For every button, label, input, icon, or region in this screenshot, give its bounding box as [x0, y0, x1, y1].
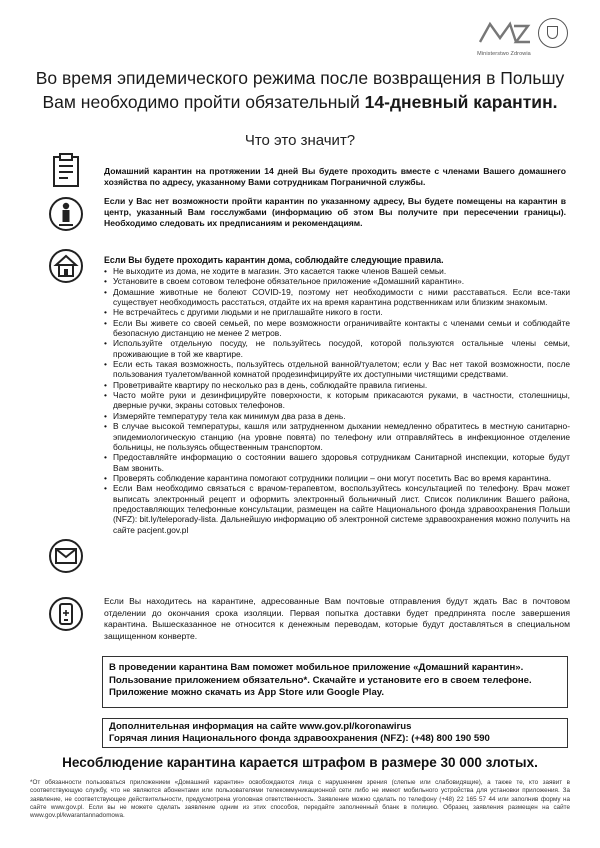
- app-info-box: В проведении карантина Вам поможет мобильное приложение «Домашний карантин». Пользование приложением обязательно*. Скачайте и установите его в своем телефоне. Приложение можно скачать из App Store или Google Play.: [102, 656, 568, 708]
- page-title: [30, 66, 570, 114]
- person-arrow-icon: [48, 196, 84, 232]
- title-line-2-bold: 14-дневный карантин.: [364, 92, 558, 112]
- list-item: • Если Вам необходимо связаться с врачом-терапевтом, воспользуйтесь консультацией по телефону. Врач может выписать электронный рецепт и оформить электронный больничный лист. Список поликлиник Вашего района, предоставляющих телефонные консультации, размещен на сайте Национального фонда здравоохранения Польши (NFZ): bit.ly/teleporady-lista. Дальнейшую информацию об электронной системе здравоохранения можно получить на сайте pacjent.gov.pl: [104, 483, 570, 535]
- list-item: • Не выходите из дома, не ходите в магазин. Это касается также членов Вашей семьи.: [104, 266, 570, 276]
- contact-info-box: [102, 718, 568, 748]
- clipboard-icon: [48, 152, 84, 188]
- page-subtitle: Что это значит?: [244, 132, 356, 149]
- mz-logo-icon: [476, 18, 532, 46]
- state-seal-icon: [538, 18, 568, 48]
- title-line-2-normal: Вам необходимо пройти обязательный: [42, 92, 365, 112]
- envelope-icon: [48, 538, 84, 574]
- logo-subtitle: Ministerstwo Zdrowia: [477, 51, 531, 57]
- ministry-logo: [476, 18, 532, 62]
- home-quarantine-paragraph: Домашний карантин на протяжении 14 дней Вы будете проходить вместе с членами Вашего домашнего хозяйства по адресу, указанному Вами сотрудникам Пограничной службы.: [104, 166, 566, 188]
- info-website-line: Дополнительная информация на сайте www.gov.pl/koronawirus: [109, 721, 412, 732]
- house-icon: [48, 248, 84, 284]
- list-item: • Если есть такая возможность, пользуйтесь отдельной ванной/туалетом; если у Вас нет такой возможности, после пользования туалетом/ванной комнатой продезинфицируйте их доступными чистящими средствами.: [104, 359, 570, 380]
- info-hotline-line: Горячая линия Национального фонда здравоохранения (NFZ): (+48) 800 190 590: [109, 733, 490, 745]
- phone-icon: [48, 596, 84, 632]
- list-item: • Установите в своем сотовом телефоне обязательное приложение «Домашний карантин».: [104, 276, 570, 286]
- list-item: • Предоставляйте информацию о состоянии вашего здоровья сотрудникам Санитарной инспекции, которые будут Вам звонить.: [104, 452, 570, 473]
- list-item: • Не встречайтесь с другими людьми и не приглашайте никого в гости.: [104, 307, 570, 317]
- rules-title: Если Вы будете проходить карантин дома, соблюдайте следующие правила.: [104, 255, 444, 265]
- list-item: • Часто мойте руки и дезинфицируйте поверхности, к которым прикасаются руками, в частности, столешницы, дверные ручки, экраны сотовых телефонов.: [104, 390, 570, 411]
- list-item: • Проветривайте квартиру по несколько раз в день, соблюдайте правила гигиены.: [104, 380, 570, 390]
- fine-notice: Несоблюдение карантина карается штрафом в размере 30 000 злотых.: [62, 755, 538, 770]
- list-item: • Домашние животные не болеют COVID-19, поэтому нет необходимости с ними расставаться. Если все-таки существует необходимость расстаться, отдайте их на время карантина родственникам или близким знакомым.: [104, 287, 570, 308]
- quarantine-center-paragraph: Если у Вас нет возможности пройти карантин по указанному адресу, Вы будете помещены на карантин в центр, указанный Вам госслужбами (информацию об этом Вы получите при пересечении границы). Необходимо следовать их предписаниям и рекомендациям.: [104, 196, 566, 229]
- list-item: • Проверять соблюдение карантина помогают сотрудники полиции – они могут посетить Вас во время карантина.: [104, 473, 570, 483]
- footnote: *От обязанности пользоваться приложением «Домашний карантин» освобождаются лица с нарушением зрения (слепые или слабовидящие), а также те, кто заявит в соответствующую службу, что не являются абонентами или пользователями телекоммуникационной сети либо не имеют мобильного устройства для установки приложения. За заявление, не соответствующее действительности, предусмотрена уголовная ответственность. Заявление можно сделать по телефону (+48) 22 165 57 44 или заполнив форму на сайте www.gov.pl. Если вы не можете сделать заявление одним из этих способов, передайте заполненный бланк в полицию. Образец заявления размещен на сайте www.gov.pl/kwarantannadomowa.: [30, 779, 570, 820]
- list-item: • Измеряйте температуру тела как минимум два раза в день.: [104, 411, 570, 421]
- mail-delivery-paragraph: Если Вы находитесь на карантине, адресованные Вам почтовые отправления будут ждать Вас в почтовом отделении до окончания срока изоляции. Первая попытка доставки будет предпринята после завершения карантина. Вышесказанное не относится к денежным переводам, которые будут доставляться в специальном защищенном конверте.: [104, 596, 570, 641]
- list-item: • Если Вы живете со своей семьей, по мере возможности ограничивайте контакты с членами семьи и соблюдайте безопасную дистанцию не менее 2 метров.: [104, 318, 570, 339]
- title-line-1: Во время эпидемического режима после возвращения в Польшу: [35, 68, 565, 88]
- list-item: • Используйте отдельную посуду, не пользуйтесь посудой, которой пользуются остальные члены семьи, проживающие в той же квартире.: [104, 338, 570, 359]
- title-line-2: [30, 90, 570, 114]
- list-item: • В случае высокой температуры, кашля или затрудненном дыхании немедленно обратитесь в местную санитарно-эпидемиологическую станцию (на уровне повята) по телефону или отправляйтесь в инфекционное отделение больницы, не пользуясь общественным транспортом.: [104, 421, 570, 452]
- rules-list: [104, 266, 570, 535]
